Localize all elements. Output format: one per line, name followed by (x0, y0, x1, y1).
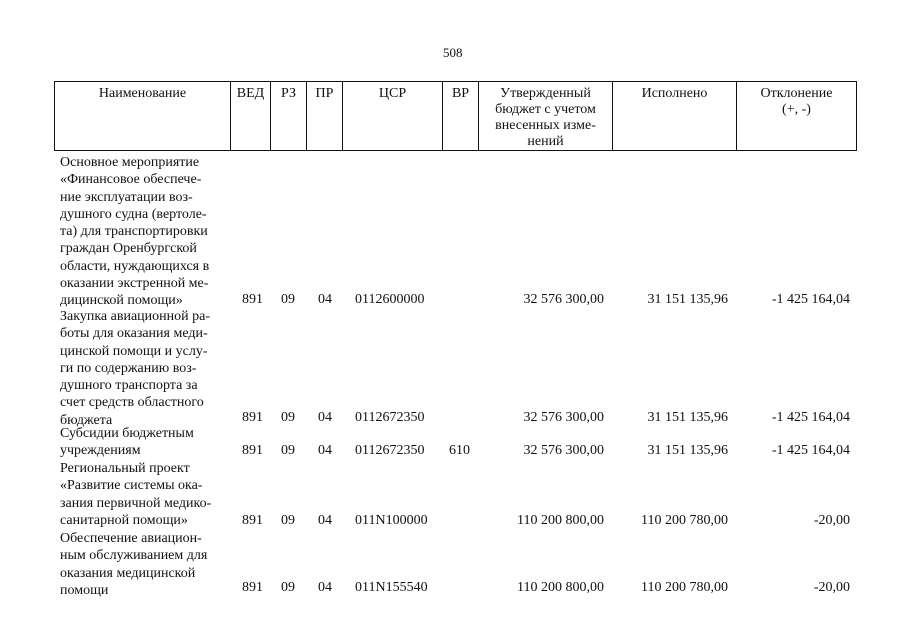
cell-ved: 891 (242, 292, 263, 307)
cell-pr: 04 (318, 292, 332, 307)
cell-ved: 891 (242, 410, 263, 425)
row-name (60, 154, 235, 310)
row-name-line: Субсидии бюджетным (60, 426, 194, 441)
cell-deviation: -20,00 (813, 513, 850, 528)
cell-ved: 891 (242, 580, 263, 595)
header-pr (307, 82, 343, 150)
cell-rz: 09 (281, 443, 295, 458)
row-name-line: душного транспорта за (60, 378, 198, 394)
row-name-line: «Развитие системы ока- (60, 478, 203, 494)
cell-executed: 31 151 135,96 (647, 292, 728, 307)
row-name (60, 530, 235, 599)
row-name-line: ным обслуживанием для (60, 548, 208, 564)
header-deviation-line-1: Отклонение (760, 86, 833, 101)
cell-approved: 32 576 300,00 (523, 443, 604, 458)
cell-approved: 110 200 800,00 (517, 580, 604, 595)
cell-ved: 891 (242, 513, 263, 528)
row-name-line: цинской помощи и услу- (60, 343, 208, 359)
header-approved-line-3: внесенных изме- (495, 118, 596, 133)
cell-pr: 04 (318, 513, 332, 528)
header-ved-label: ВЕД (236, 86, 265, 101)
cell-deviation: -1 425 164,04 (771, 443, 850, 458)
header-csr (343, 82, 443, 150)
header-deviation (737, 82, 856, 150)
cell-csr: 0112600000 (355, 292, 425, 307)
cell-csr: 011N155540 (355, 580, 428, 595)
cell-deviation: -1 425 164,04 (771, 410, 850, 425)
cell-deviation: -1 425 164,04 (771, 292, 850, 307)
row-name-line: счет средств областного (60, 395, 204, 411)
row-name-line: оказании экстренной ме- (60, 276, 209, 292)
row-name-line: помощи (60, 582, 109, 598)
cell-executed: 31 151 135,96 (647, 443, 728, 458)
row-name-line: Основное мероприятие (60, 155, 200, 170)
row-name (60, 460, 235, 529)
header-vr-label: ВР (451, 86, 470, 101)
cell-csr: 0112672350 (355, 443, 425, 458)
row-name-line: «Финансовое обеспече- (60, 172, 202, 188)
header-approved-line-1: Утвержденный (500, 86, 591, 101)
cell-rz: 09 (281, 292, 295, 307)
row-name (60, 425, 235, 460)
header-approved-line-2: бюджет с учетом (495, 102, 596, 117)
cell-vr: 610 (449, 443, 470, 458)
cell-rz: 09 (281, 513, 295, 528)
cell-ved: 891 (242, 443, 263, 458)
cell-pr: 04 (318, 580, 332, 595)
row-name-line: душного судна (вертоле- (60, 206, 207, 222)
cell-pr: 04 (318, 410, 332, 425)
row-name-line: учреждениям (60, 443, 141, 459)
row-name-line: ние эксплуатации воз- (60, 189, 193, 205)
row-name (60, 308, 235, 429)
cell-executed: 110 200 780,00 (641, 580, 728, 595)
row-name-line: области, нуждающихся в (60, 258, 210, 274)
header-executed-label: Исполнено (641, 86, 708, 101)
row-name-line: санитарной помощи» (60, 512, 188, 528)
row-name-line: бюджета (60, 412, 113, 428)
cell-rz: 09 (281, 410, 295, 425)
row-name-line: зания первичной медико- (60, 495, 212, 511)
header-vr (443, 82, 479, 150)
header-csr-label: ЦСР (378, 86, 407, 101)
row-name-line: граждан Оренбургской (60, 241, 197, 257)
row-name-line: та) для транспортировки (60, 224, 208, 240)
page-number: 508 (443, 45, 463, 60)
cell-approved: 110 200 800,00 (517, 513, 604, 528)
row-name-line: Региональный проект (60, 461, 190, 476)
header-rz (271, 82, 307, 150)
table-header (54, 81, 857, 151)
header-pr-label: ПР (315, 86, 334, 101)
header-name-label: Наименование (98, 86, 187, 101)
cell-csr: 0112672350 (355, 410, 425, 425)
header-approved (479, 82, 613, 150)
cell-executed: 31 151 135,96 (647, 410, 728, 425)
header-rz-label: РЗ (281, 86, 296, 101)
row-name-line: ги по содержанию воз- (60, 360, 197, 376)
cell-executed: 110 200 780,00 (641, 513, 728, 528)
header-name (55, 82, 231, 150)
row-name-line: Закупка авиационной ра- (60, 309, 210, 324)
cell-approved: 32 576 300,00 (523, 410, 604, 425)
cell-rz: 09 (281, 580, 295, 595)
header-deviation-line-2: (+, -) (782, 102, 811, 117)
cell-deviation: -20,00 (813, 580, 850, 595)
row-name-line: дицинской помощи» (60, 293, 183, 309)
header-executed (613, 82, 737, 150)
cell-approved: 32 576 300,00 (523, 292, 604, 307)
cell-csr: 011N100000 (355, 513, 428, 528)
cell-pr: 04 (318, 443, 332, 458)
row-name-line: боты для оказания меди- (60, 326, 208, 342)
row-name-line: оказания медицинской (60, 565, 196, 581)
row-name-line: Обеспечение авиацион- (60, 531, 202, 546)
header-approved-line-4: нений (527, 134, 564, 149)
header-ved (231, 82, 271, 150)
